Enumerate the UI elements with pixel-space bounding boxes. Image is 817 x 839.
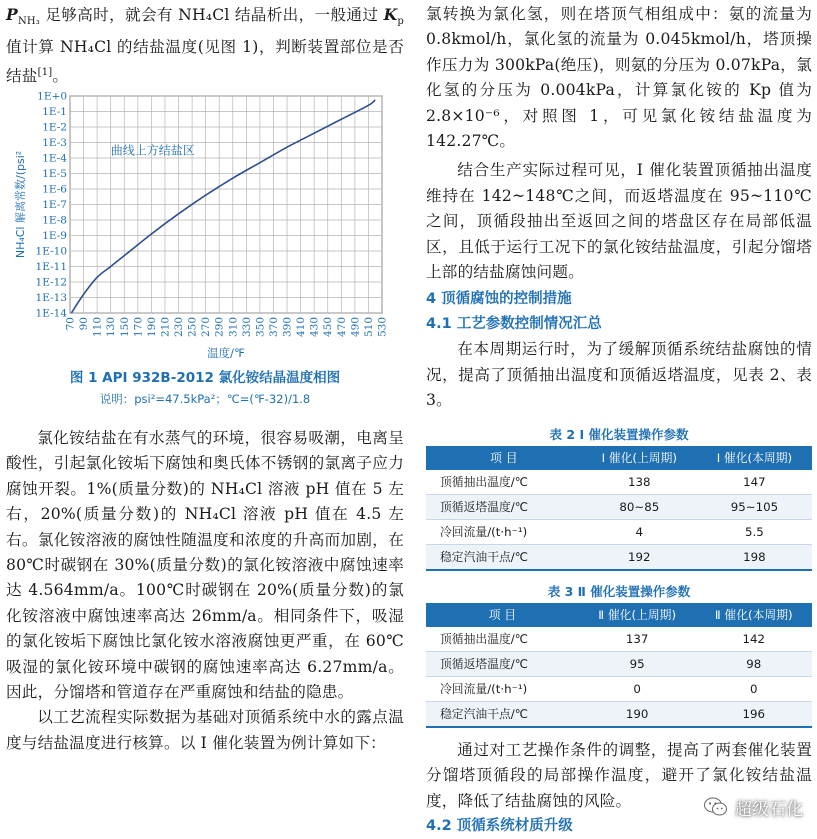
table-row <box>426 701 812 727</box>
chart-annotation: 曲线上方结盐区 <box>111 142 195 157</box>
table-cell: 4 <box>582 519 697 544</box>
y-tick-label: 1E-2 <box>42 122 67 134</box>
table-cell: 顶循返塔温度/℃ <box>426 494 582 519</box>
table-2 <box>426 446 812 571</box>
y-axis-label: NH₄Cl 解离常数/(psi² <box>13 151 27 258</box>
y-tick-label: 1E-7 <box>42 199 67 211</box>
x-tick-label: 470 <box>336 317 348 337</box>
right-column <box>426 2 812 839</box>
table-cell: 80~85 <box>582 494 697 519</box>
x-tick-label: 70 <box>65 317 77 330</box>
x-tick-label: 390 <box>282 317 294 337</box>
x-tick-label: 530 <box>377 317 389 337</box>
left-top-paragraph-text <box>6 2 404 90</box>
text-run: 。 <box>52 67 68 85</box>
left-body <box>6 426 404 756</box>
y-tick-label: 1E-6 <box>42 184 67 196</box>
text-run: [1] <box>38 67 53 78</box>
left-paragraph-1: 氯化铵结盐在有水蒸气的环境，很容易吸潮，电离呈酸性，引起氯化铵垢下腐蚀和奥氏体不锈钢的氯离子应力腐蚀开裂。1%(质量分数)的 NH₄Cl 溶液 pH 值在 5 左右，20%(质量分数)的 NH₄Cl 溶液 pH 值在 4.5 左右。氯化铵溶液的腐蚀性随温度和浓度的升高而加剧，在 80℃时碳钢在 30%(质量分数)的氯化铵溶液中腐蚀速率达 4.564mm/a。100℃时碳钢在 20%(质量分数)的氯化铵溶液中腐蚀速率高达 26mm/a。相同条件下，吸湿的氯化铵垢下腐蚀比氯化铵水溶液腐蚀更严重，在 60℃吸湿的氯化铵环境中碳钢的腐蚀速率高达 6.27mm/a。因此，分馏塔和管道存在严重腐蚀和结盐的隐患。 <box>6 426 404 705</box>
table-cell: 147 <box>697 470 812 495</box>
left-paragraph-2: 以工艺流程实际数据为基础对顶循系统中水的露点温度与结盐温度进行核算。以 Ⅰ 催化装置为例计算如下： <box>6 705 404 756</box>
x-tick-label: 370 <box>268 317 280 337</box>
wechat-icon <box>703 794 729 820</box>
table-header-cell: Ⅰ 催化(本周期) <box>697 446 812 470</box>
table-cell: 190 <box>579 701 696 727</box>
table-cell: 95~105 <box>697 494 812 519</box>
y-tick-label: 1E+0 <box>37 91 67 103</box>
y-tick-label: 1E-4 <box>42 153 67 165</box>
text-run: K <box>384 5 398 24</box>
right-paragraph-3: 在本周期运行时，为了缓解顶循系统结盐腐蚀的情况，提高了顶循抽出温度和顶循返塔温度，见表 2、表 3。 <box>426 337 812 413</box>
text-run: P <box>6 5 18 24</box>
table-cell: 137 <box>579 627 696 652</box>
table-cell: 0 <box>695 676 812 701</box>
table-row <box>426 676 812 701</box>
x-tick-label: 130 <box>105 317 117 337</box>
x-tick-label: 350 <box>254 317 266 337</box>
table-3-title: 表 3 Ⅱ 催化装置操作参数 <box>426 581 812 603</box>
table-header-cell: Ⅱ 催化(上周期) <box>579 603 696 627</box>
table-cell: 顶循抽出温度/℃ <box>426 470 582 495</box>
x-tick-label: 90 <box>78 317 90 330</box>
figure-1 <box>6 84 404 384</box>
watermark <box>703 794 803 820</box>
table-header-cell: 项 目 <box>426 603 579 627</box>
x-tick-label: 510 <box>363 317 375 337</box>
x-tick-label: 270 <box>200 317 212 337</box>
table-cell: 顶循抽出温度/℃ <box>426 627 579 652</box>
text-run: NH₃ <box>18 16 40 27</box>
section-heading-4-1: 4.1 工艺参数控制情况汇总 <box>426 312 812 337</box>
table-row <box>426 651 812 676</box>
x-tick-label: 450 <box>322 317 334 337</box>
y-tick-label: 1E-3 <box>42 137 67 149</box>
table-2-header <box>426 446 812 470</box>
table-cell: 0 <box>579 676 696 701</box>
y-tick-label: 1E-11 <box>36 261 67 273</box>
x-tick-label: 430 <box>309 317 321 337</box>
table-cell: 95 <box>579 651 696 676</box>
y-tick-label: 1E-1 <box>42 106 67 118</box>
text-run: p <box>397 16 404 27</box>
right-paragraph-4: 通过对工艺操作条件的调整，提高了两套催化装置分馏塔顶循段的局部操作温度，避开了氯化铵结盐温度，降低了结盐腐蚀的风险。 <box>426 738 812 814</box>
x-tick-label: 170 <box>132 317 144 337</box>
x-tick-label: 310 <box>227 317 239 337</box>
left-top-block <box>6 0 404 90</box>
table-3 <box>426 603 812 728</box>
table-row <box>426 627 812 652</box>
table-cell: 196 <box>695 701 812 727</box>
table-header-cell: Ⅱ 催化(本周期) <box>695 603 812 627</box>
watermark-text: 超级石化 <box>735 795 803 820</box>
table-cell: 冷回流量/(t·h⁻¹) <box>426 519 582 544</box>
x-tick-label: 210 <box>159 317 171 337</box>
table-cell: 138 <box>582 470 697 495</box>
table-header-cell: Ⅰ 催化(上周期) <box>582 446 697 470</box>
text-run: 足够高时，就会有 NH₄Cl 结晶析出，一般通过 <box>40 6 384 24</box>
table-cell: 稳定汽油干点/℃ <box>426 701 579 727</box>
y-tick-label: 1E-8 <box>42 215 67 227</box>
text-run: 值计算 NH₄Cl 的结盐温度(见图 1)，判断装置部位是否结盐 <box>6 38 404 86</box>
x-tick-label: 330 <box>241 317 253 337</box>
figure-caption: 图 1 API 932B-2012 氯化铵结晶温度相图 <box>6 366 404 386</box>
table-cell: 冷回流量/(t·h⁻¹) <box>426 676 579 701</box>
table-row <box>426 470 812 495</box>
table-header-cell: 项 目 <box>426 446 582 470</box>
x-tick-label: 490 <box>349 317 361 337</box>
x-tick-label: 410 <box>295 317 307 337</box>
right-paragraph-1: 氯转换为氯化氢，则在塔顶气相组成中：氨的流量为 0.8kmol/h，氯化氢的流量为 0.045kmol/h，塔顶操作压力为 300kPa(绝压)，则氨的分压为 0.07kPa，氯化氢的分压为 0.004kPa，计算氯化铵的 Kp 值为 2.8×10⁻⁶，对照图 1，可见氯化铵结盐温度为 142.27℃。 <box>426 2 812 154</box>
y-tick-label: 1E-13 <box>36 292 67 304</box>
x-tick-label: 190 <box>146 317 158 337</box>
table-3-header <box>426 603 812 627</box>
x-tick-label: 250 <box>187 317 199 337</box>
y-tick-label: 1E-5 <box>42 168 67 180</box>
table-cell: 5.5 <box>697 519 812 544</box>
figure-note: 说明：psi²=47.5kPa²；℃=(℉-32)/1.8 <box>6 391 404 407</box>
section-heading-4: 4 顶循腐蚀的控制措施 <box>426 287 812 312</box>
x-tick-label: 110 <box>92 317 104 337</box>
table-cell: 198 <box>697 544 812 570</box>
kp-chart <box>6 84 404 364</box>
y-tick-label: 1E-12 <box>36 277 67 289</box>
table-cell: 192 <box>582 544 697 570</box>
x-axis-label: 温度/℉ <box>207 346 245 360</box>
y-tick-label: 1E-9 <box>42 230 67 242</box>
x-tick-label: 230 <box>173 317 185 337</box>
table-cell: 稳定汽油干点/℃ <box>426 544 582 570</box>
table-row <box>426 519 812 544</box>
section-heading-4-2: 4.2 顶循系统材质升级 <box>426 814 812 839</box>
x-tick-label: 290 <box>214 317 226 337</box>
right-paragraph-2: 结合生产实际过程可见，Ⅰ 催化装置顶循抽出温度维持在 142~148℃之间，而返塔温度在 95~110℃之间，顶循段抽出至返回之间的塔盘区存在局部低温区，且低于运行工况下的氯化铵结盐温度，引起分馏塔上部的结盐腐蚀问题。 <box>426 158 812 285</box>
table-row <box>426 544 812 570</box>
table-2-title: 表 2 Ⅰ 催化装置操作参数 <box>426 424 812 446</box>
table-row <box>426 494 812 519</box>
y-tick-label: 1E-10 <box>36 246 67 258</box>
table-cell: 98 <box>695 651 812 676</box>
y-tick-label: 1E-14 <box>36 308 68 320</box>
table-cell: 顶循返塔温度/℃ <box>426 651 579 676</box>
table-cell: 142 <box>695 627 812 652</box>
x-tick-label: 150 <box>119 317 131 337</box>
